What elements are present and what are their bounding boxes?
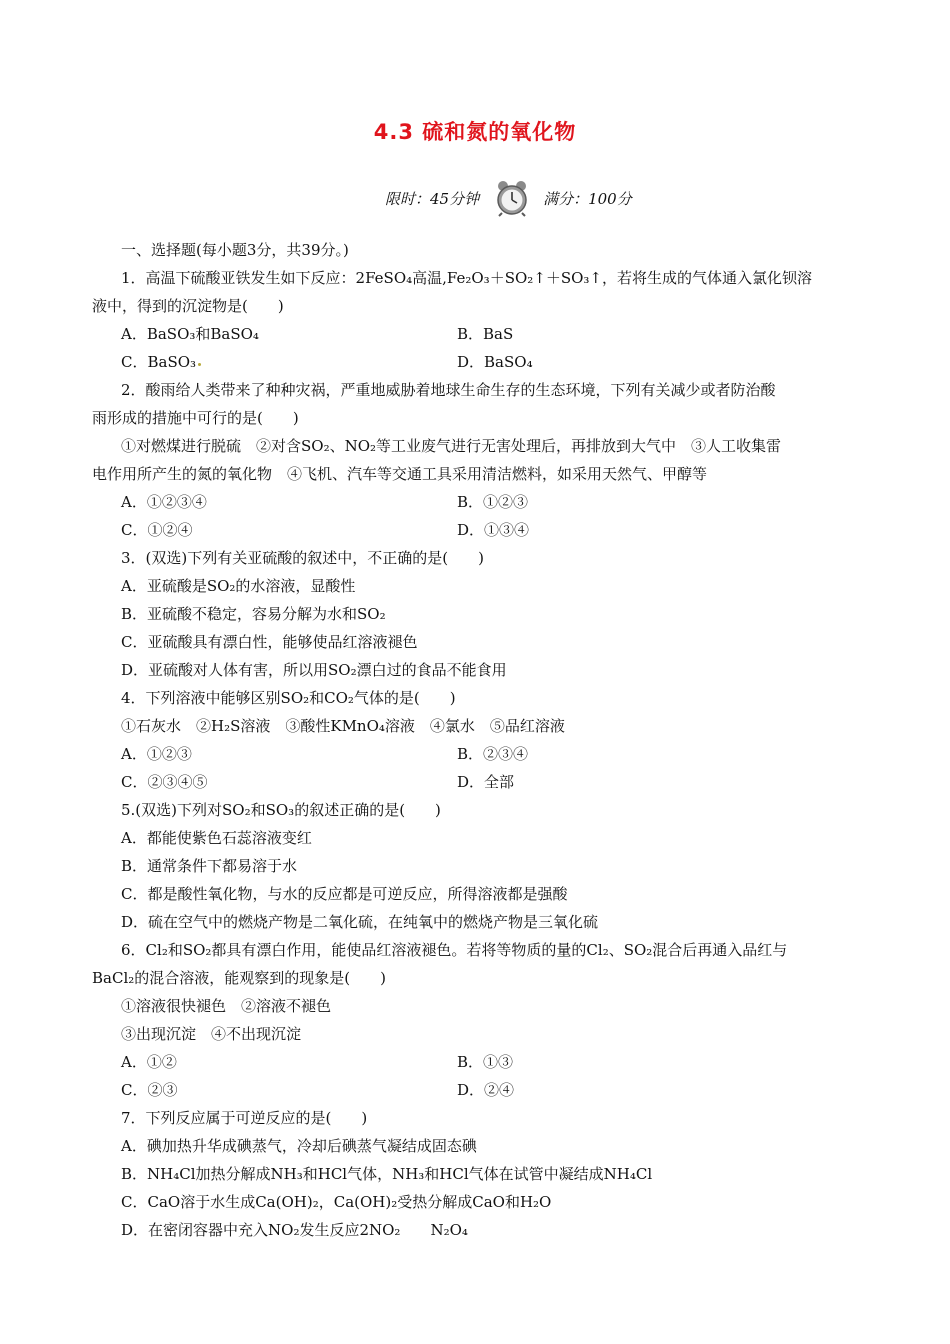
- q6-option-a: A．①②: [121, 1053, 177, 1071]
- section-heading: 一、选择题(每小题3分，共39分。): [121, 241, 349, 259]
- q6-option-b: B．①③: [457, 1053, 514, 1071]
- q1-stem-line2: 液中，得到的沉淀物是( ): [92, 297, 284, 315]
- q7-option-c: C．CaO溶于水生成Ca(OH)₂，Ca(OH)₂受热分解成CaO和H₂O: [121, 1193, 552, 1211]
- full-score: 满分：100分: [543, 189, 632, 208]
- q3-option-d: D．亚硫酸对人体有害，所以用SO₂漂白过的食品不能食用: [121, 661, 507, 679]
- page-title: 4.3 硫和氮的氧化物: [373, 120, 577, 144]
- q4-option-d: D．全部: [457, 773, 515, 791]
- q7-option-a: A．碘加热升华成碘蒸气，冷却后碘蒸气凝结成固态碘: [121, 1137, 477, 1155]
- q1-option-c: [121, 352, 201, 372]
- alarm-clock-icon: [495, 179, 529, 217]
- q1-option-a: A．BaSO₃和BaSO₄: [121, 325, 259, 343]
- q3-option-a: A．亚硫酸是SO₂的水溶液，显酸性: [121, 577, 356, 595]
- q6-stem-line2: BaCl₂的混合溶液，能观察到的现象是( ): [92, 969, 386, 987]
- q4-stem: 4．下列溶液中能够区别SO₂和CO₂气体的是( ): [121, 689, 456, 707]
- q5-option-c: C．都是酸性氧化物，与水的反应都是可逆反应，所得溶液都是强酸: [121, 885, 568, 903]
- q3-stem: 3．(双选)下列有关亚硫酸的叙述中，不正确的是( ): [121, 549, 484, 567]
- q2-option-d: D．①③④: [457, 521, 530, 539]
- q6-option-d: D．②④: [457, 1081, 515, 1099]
- q5-option-d: D．硫在空气中的燃烧产物是二氧化硫，在纯氧中的燃烧产物是三氧化硫: [121, 913, 599, 931]
- time-score-bar: [385, 176, 632, 220]
- q5-option-b: B．通常条件下都易溶于水: [121, 857, 298, 875]
- q4-option-c: C．②③④⑤: [121, 773, 208, 791]
- q2-option-a: A．①②③④: [121, 493, 207, 511]
- q4-statements: ①石灰水 ②H₂S溶液 ③酸性KMnO₄溶液 ④氯水 ⑤品红溶液: [121, 717, 565, 735]
- q6-statements-line2: ③出现沉淀 ④不出现沉淀: [121, 1025, 302, 1043]
- q2-option-b: B．①②③: [457, 493, 529, 511]
- q6-stem-line1: 6．Cl₂和SO₂都具有漂白作用，能使品红溶液褪色。若将等物质的量的Cl₂、SO₂混合后再通入品红与: [121, 941, 788, 959]
- q1-option-c-text: C．BaSO₃: [121, 353, 197, 371]
- q7-option-b: B．NH₄Cl加热分解成NH₃和HCl气体，NH₃和HCl气体在试管中凝结成NH₄Cl: [121, 1165, 653, 1183]
- q2-stem-line1: 2．酸雨给人类带来了种种灾祸，严重地威胁着地球生命生存的生态环境，下列有关减少或者防治酸: [121, 381, 776, 399]
- q6-statements-line1: ①溶液很快褪色 ②溶液不褪色: [121, 997, 332, 1015]
- q2-option-c: C．①②④: [121, 521, 193, 539]
- q2-statements-line1: ①对燃煤进行脱硫 ②对含SO₂、NO₂等工业废气进行无害处理后，再排放到大气中 ③人工收集雷: [121, 437, 782, 455]
- time-limit: 限时：45分钟: [385, 189, 480, 208]
- q7-option-d: D．在密闭容器中充入NO₂发生反应2NO₂ N₂O₄: [121, 1221, 468, 1239]
- q2-stem-line2: 雨形成的措施中可行的是( ): [92, 409, 299, 427]
- q3-option-b: B．亚硫酸不稳定，容易分解为水和SO₂: [121, 605, 386, 623]
- q4-option-a: A．①②③: [121, 745, 192, 763]
- q1-stem-line1: 1．高温下硫酸亚铁发生如下反应：2FeSO₄高温,Fe₂O₃＋SO₂↑＋SO₃↑，若将生成的气体通入氯化钡溶: [121, 269, 813, 287]
- q1-option-d: D．BaSO₄: [457, 353, 533, 371]
- speck-mark: [198, 363, 201, 366]
- q1-option-b: B．BaS: [457, 325, 514, 343]
- q2-statements-line2: 电作用所产生的氮的氧化物 ④飞机、汽车等交通工具采用清洁燃料，如采用天然气、甲醇等: [92, 465, 708, 483]
- q3-option-c: C．亚硫酸具有漂白性，能够使品红溶液褪色: [121, 633, 418, 651]
- q7-stem: 7．下列反应属于可逆反应的是( ): [121, 1109, 368, 1127]
- q5-stem: 5.(双选)下列对SO₂和SO₃的叙述正确的是( ): [121, 801, 441, 819]
- q4-option-b: B．②③④: [457, 745, 529, 763]
- q6-option-c: C．②③: [121, 1081, 178, 1099]
- q5-option-a: A．都能使紫色石蕊溶液变红: [121, 829, 312, 847]
